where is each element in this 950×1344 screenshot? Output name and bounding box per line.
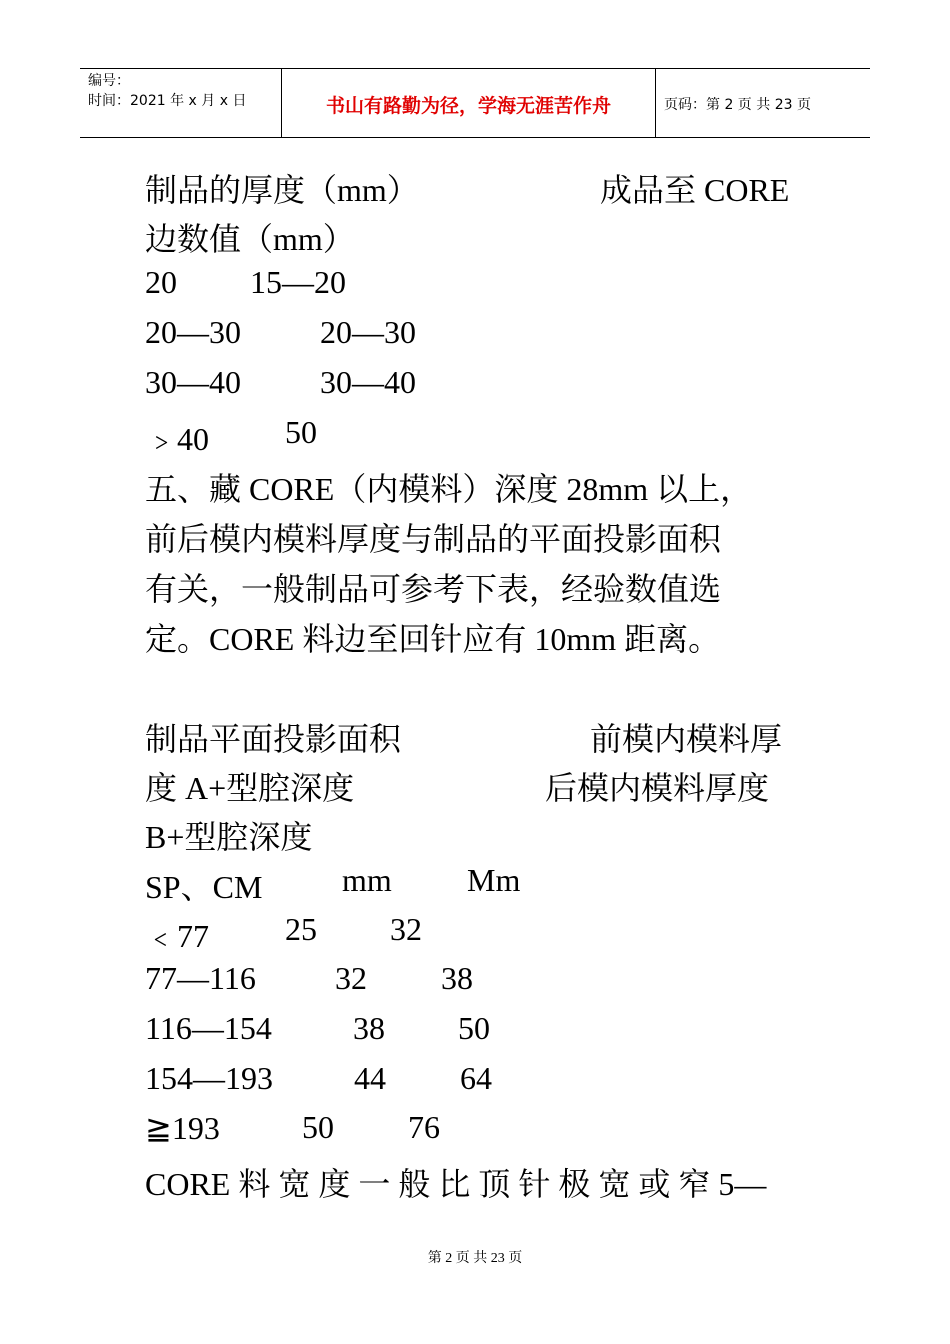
table2-header-right: 后模内模料厚度 (545, 770, 770, 806)
table2-header-right: 前模内模料厚 (590, 721, 783, 757)
table-cell: 50 (302, 1109, 334, 1145)
code-label: 编号： (88, 73, 130, 89)
table1-col2-header-a: 成品至 CORE (600, 172, 790, 208)
table-cell: 154—193 (145, 1060, 273, 1096)
table-cell: 20—30 (320, 314, 416, 350)
table-cell: ﹤77 (145, 918, 210, 954)
paragraph-line: 五、藏 CORE（内模料）深度 28mm 以上， (145, 471, 753, 507)
table1-col1-header: 制品的厚度（mm） (145, 172, 419, 208)
table-cell: 38 (353, 1010, 385, 1046)
page-header (80, 68, 870, 138)
header-meta (88, 71, 278, 111)
table-cell: 116—154 (145, 1010, 272, 1046)
table2-header-left: 度 A+型腔深度 (145, 770, 355, 806)
header-divider-right (655, 69, 656, 137)
paragraph-line: 定。CORE 料边至回针应有 10mm 距离。 (145, 621, 721, 657)
unit-cell: SP、CM (145, 869, 263, 905)
table-cell: 64 (460, 1060, 492, 1096)
table-cell: 30—40 (145, 364, 241, 400)
table2-header-line3: B+型腔深度 (145, 819, 313, 855)
table2-header-left: 制品平面投影面积 (145, 721, 402, 757)
page-footer: 第 2 页 共 23 页 (427, 1251, 523, 1266)
table-cell: 76 (408, 1109, 440, 1145)
table-cell: 32 (335, 960, 367, 996)
table-cell: 20—30 (145, 314, 241, 350)
unit-cell: mm (342, 862, 392, 898)
table-cell: ≧193 (145, 1110, 220, 1146)
table-cell: 32 (390, 911, 422, 947)
table-cell: 15—20 (250, 264, 346, 300)
table-cell: 50 (285, 414, 317, 450)
table-cell: ﹥40 (145, 421, 210, 457)
time-label: 时间：2021 年 x 月 x 日 (88, 93, 247, 109)
table-cell: 77—116 (145, 960, 256, 996)
trailing-line: CORE 料 宽 度 一 般 比 顶 针 极 宽 或 窄 5— (145, 1166, 767, 1202)
unit-cell: Mm (467, 862, 521, 898)
table-cell: 20 (145, 264, 177, 300)
table-cell: 38 (441, 960, 473, 996)
table-cell: 50 (458, 1010, 490, 1046)
header-motto: 书山有路勤为径，学海无涯苦作舟 (325, 95, 611, 117)
header-page-info: 页码：第 2 页 共 23 页 (664, 97, 811, 113)
table-cell: 44 (354, 1060, 386, 1096)
paragraph-line: 前后模内模料厚度与制品的平面投影面积 (145, 521, 722, 557)
table1-col2-header-b: 边数值（mm） (145, 221, 355, 257)
table-cell: 25 (285, 911, 317, 947)
table-cell: 30—40 (320, 364, 416, 400)
paragraph-line: 有关，一般制品可参考下表，经验数值选 (145, 571, 722, 607)
